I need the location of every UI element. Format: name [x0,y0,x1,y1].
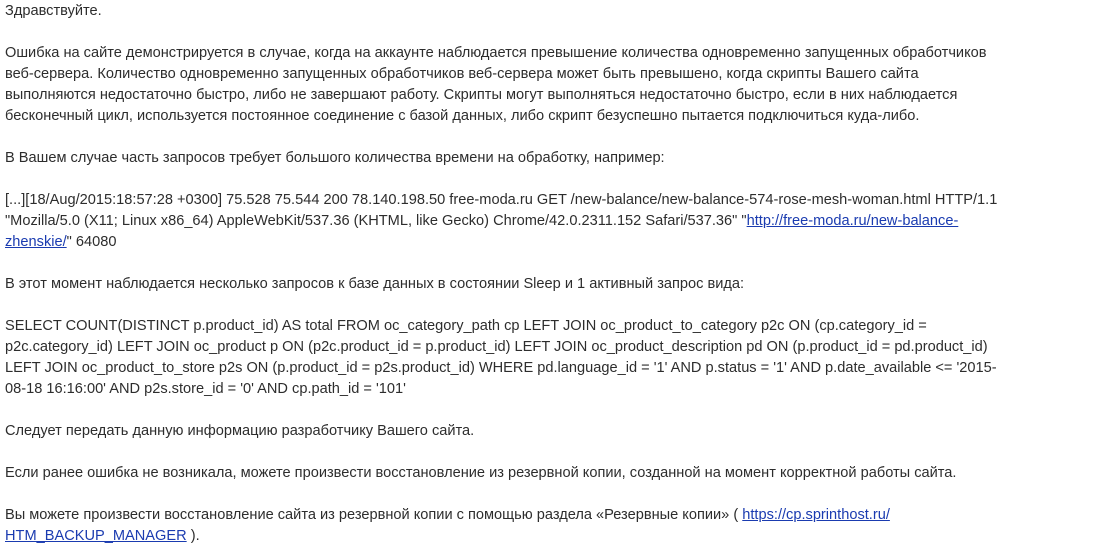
log-user-agent: "Mozilla/5.0 (X11; Linux x86_64) AppleWebKit/537.36 (KHTML, like Gecko) Chrome/42.0.2311.152 Safari/537.36" " [5,213,747,229]
paragraph-gap [5,295,1085,316]
backup-line [5,505,1085,526]
sql-query-block [5,316,1085,400]
backup-text-end: ). [186,528,200,544]
paragraph-gap [5,169,1085,190]
log-line: [...][18/Aug/2015:18:57:28 +0300] 75.528 75.544 200 78.140.198.50 free-moda.ru GET /new-balance/new-balance-574-rose-mesh-woman.html HTTP/1.1 [5,192,998,208]
paragraph-gap [5,400,1085,421]
access-log-entry [5,190,1085,253]
paragraph-gap [5,22,1085,43]
sql-line: p2c.category_id) LEFT JOIN oc_product p ON (p2c.product_id = p.product_id) LEFT JOIN oc_product_description pd ON (p.product_id = pd.product_id) [5,339,988,355]
backup-manager-link-continued[interactable]: HTM_BACKUP_MANAGER [5,528,187,544]
backup-instructions [5,505,1085,547]
paragraph-gap [5,127,1085,148]
referer-link-continued[interactable]: zhenskie/ [5,234,67,250]
backup-line [5,526,1085,547]
paragraph-line: бесконечный цикл, используется постоянное соединение с базой данных, либо скрипт безуспешно пытается подключиться куда-либо. [5,108,920,124]
backup-text: Вы можете произвести восстановление сайта из резервной копии с помощью раздела «Резервные копии» ( [5,507,743,523]
paragraph-gap [5,484,1085,505]
greeting-text: Здравствуйте. [5,3,102,19]
sql-line: SELECT COUNT(DISTINCT p.product_id) AS total FROM oc_category_path cp LEFT JOIN oc_product_to_category p2c ON (cp.category_id = [5,318,927,334]
paragraph-line: выполняются недостаточно быстро, либо не завершают работу. Скрипты могут выполняться недостаточно быстро, если в них наблюдается [5,87,958,103]
paragraph-gap [5,253,1085,274]
log-tail: " 64080 [66,234,117,250]
referer-link[interactable]: http://free-moda.ru/new-balance- [746,213,959,229]
paragraph-line: Ошибка на сайте демонстрируется в случае, когда на аккаунте наблюдается превышение количества одновременно запущенных обработчиков [5,45,987,61]
restore-advice: Если ранее ошибка не возникала, можете произвести восстановление из резервной копии, созданной на момент корректной работы сайта. [5,465,957,481]
backup-manager-link[interactable]: https://cp.sprinthost.ru/ [742,507,890,523]
slow-requests-intro: В Вашем случае часть запросов требует большого количества времени на обработку, например: [5,150,665,166]
log-line [5,232,1085,253]
paragraph-gap [5,442,1085,463]
db-queries-intro: В этот момент наблюдается несколько запросов к базе данных в состоянии Sleep и 1 активный запрос вида: [5,276,745,292]
sql-line: 08-18 16:16:00' AND p2s.store_id = '0' AND cp.path_id = '101' [5,381,406,397]
sql-line: LEFT JOIN oc_product_to_store p2s ON (p.product_id = p2s.product_id) WHERE pd.language_id = '1' AND p.status = '1' AND p.date_available <= '2015- [5,360,997,376]
log-line [5,211,1085,232]
error-explanation-paragraph [5,43,1085,127]
developer-advice: Следует передать данную информацию разработчику Вашего сайта. [5,423,475,439]
paragraph-line: веб-сервера. Количество одновременно запущенных обработчиков веб-сервера может быть превышено, когда скрипты Вашего сайта [5,66,919,82]
